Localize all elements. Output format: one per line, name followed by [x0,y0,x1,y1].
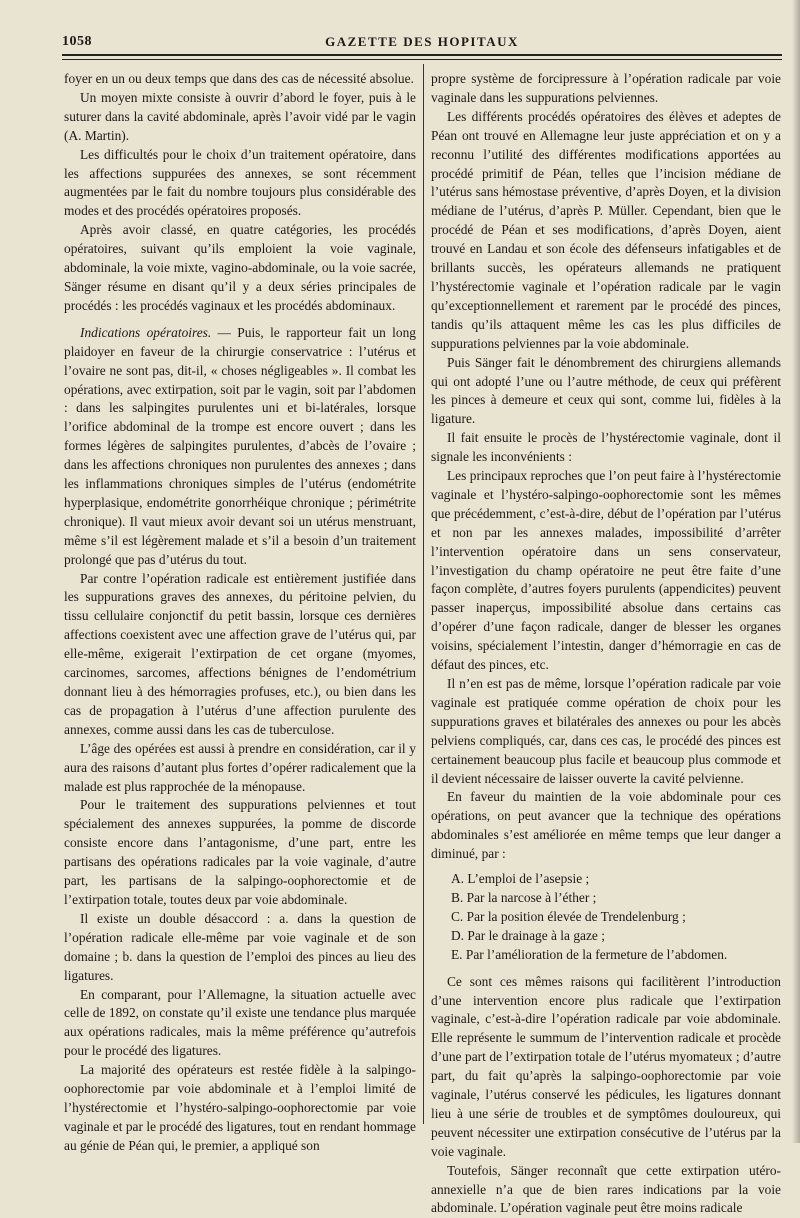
section-paragraph [64,324,416,570]
paragraph: Les difficultés pour le choix d’un traitement opératoire, dans les affections suppurées des annexes, se sont récemment augmentées par le fait du nombre toujours plus considérable des modes et des procédés opératoires proposés. [64,146,416,219]
list-item: A. L’emploi de l’asepsie ; [451,871,590,887]
paragraph: Puis Sänger fait le dénombrement des chirurgiens allemands qui ont adopté l’une ou l’autre méthode, de ceux qui préfèrent les pinces à demeure et ceux qui sont, comme lui, fidèles à la ligature. [431,354,781,427]
paragraph: propre système de forcipressure à l’opération radicale par voie vaginale dans les suppurations pelviennes. [431,71,781,105]
list-item: E. Par l’amélioration de la fermeture de l’abdomen. [451,946,728,962]
journal-title: GAZETTE DES HOPITAUX [325,34,519,49]
paragraph: Les différents procédés opératoires des élèves et adeptes de Péan ont trouvé en Allemagne leur juste appréciation et on y a reconnu l’utilité des différentes modifications apportées au procédé primitif de Péan, telles que l’incision médiane de l’utérus sans hémostase préventive, d’après Doyen, et la division médiane de l’utérus, d’après P. Müller. Cependant, bien que le procédé de Péan et ses modifications, d’après Doyen, aient trouvé en Landau et son école des défenseurs infatigables et de brillants succès, les opérateurs allemands ne pratiquent l’hystérectomie vaginale et l’opération radicale par le vagin qu’exceptionnellement et rarement par le procédé des pinces, tandis qu’ils attaquent même les cas les plus difficiles de suppurations pelviennes par la voie abdominale. [431,108,781,351]
page-edge-shadow [792,0,800,1143]
paragraph: L’âge des opérées est aussi à prendre en considération, car il y aura des raisons d’autant plus fortes d’opérer radicalement que la malade est plus rapprochée de la ménopause. [64,740,416,794]
right-column [431,70,781,1218]
page-number: 1058 [62,34,92,49]
paragraph: La majorité des opérateurs est restée fidèle à la salpingo-oophorectomie par voie abdominale et à l’emploi limité de l’hystérectomie et l’hystéro-salpingo-oophorectomie par voie vaginale et par le procédé des ligatures, tout en rendant hommage au génie de Péan qui, le premier, a appliqué son [64,1062,416,1153]
section-heading: Indications opératoires. [80,324,212,340]
page-header [62,28,782,54]
paragraph: foyer en un ou deux temps que dans des cas de nécessité absolue. [64,71,414,86]
list-item: B. Par la narcose à l’éther ; [451,889,597,905]
header-rule [62,54,782,56]
enumerated-list [431,870,781,965]
paragraph: En comparant, pour l’Allemagne, la situation actuelle avec celle de 1892, on constate qu’il existe une tendance plus marquée aux opérations radicales, mais la même préférence qu’autrefois pour le procédé des ligatures. [64,986,416,1059]
paragraph: En faveur du maintien de la voie abdominale pour ces opérations, on peut avancer que la technique des opérations abdominales s’est améliorée en même temps que leur danger a diminué, par : [431,789,781,862]
header-rule-thin [62,59,782,60]
paragraph: Toutefois, Sänger reconnaît que cette extirpation utéro-annexielle n’a que de bien rares indications par la voie abdominale. L’opération vaginale peut être moins radicale [431,1162,781,1216]
paragraph: Les principaux reproches que l’on peut faire à l’hystérectomie vaginale et l’hystéro-salpingo-oophorectomie sont les mêmes que précédemment, c’est-à-dire, début de l’opération par l’utérus et non par les annexes malades, impossibilité d’arrêter l’intervention opératoire dans un sens conservateur, l’investigation du champ opératoire ne peut être faite d’une façon complète, d’autres foyers purulents (appendicites) peuvent passer inaperçus, impossibilité absolue dans certains cas d’opérer d’une façon radicale, danger de blesser les organes voisins, spécialement l’intestin, danger d’hémorragie en cas de défaut des pinces, etc. [431,468,781,673]
paragraph: Un moyen mixte consiste à ouvrir d’abord le foyer, puis à le suturer dans la cavité abdominale, après l’avoir vidé par le vagin (A. Martin). [64,89,416,143]
list-item: C. Par la position élevée de Trendelenburg ; [451,908,686,924]
paragraph: Après avoir classé, en quatre catégories, les procédés opératoires, suivant qu’ils emploient la voie vaginale, abdominale, la voie mixte, vagino-abdominale, ou la voie sacrée, Sänger résume en disant qu’il y a deux séries principales de procédés : les procédés vaginaux et les procédés abdominaux. [64,222,416,313]
paragraph: Il existe un double désaccord : a. dans la question de l’opération radicale elle-même par voie vaginale et de son domaine ; b. dans la question de l’emploi des pinces au lieu des ligatures. [64,910,416,983]
left-column [64,70,416,1156]
paragraph: Pour le traitement des suppurations pelviennes et tout spécialement des annexes suppurées, la pomme de discorde consiste encore dans l’antagonisme, d’une part, entre les partisans des opérations radicales par la voie vaginale, d’autre part, les partisans de la salpingo-oophorectomie et de l’extirpation totale, toutes deux par voie abdominale. [64,797,416,907]
paragraph: Il n’en est pas de même, lorsque l’opération radicale par voie vaginale est pratiquée comme opération de choix pour les suppurations graves et bilatérales des annexes ou pour les abcès pelviens compliqués, car, dans ces cas, le procédé des pinces est certainement beaucoup plus facile et beaucoup plus commode et il devient nécessaire de laisser ouverte la cavité pelvienne. [431,676,781,786]
column-divider [423,64,424,1124]
paragraph: Ce sont ces mêmes raisons qui facilitèrent l’introduction d’une intervention encore plus radicale que l’extirpation vaginale, c’est-à-dire l’opération radicale par voie abdominale. Elle représente le summum de l’intervention radicale et procède d’une part de l’extirpation totale de l’utérus myomateux ; d’autre part, du fait qu’après la salpingo-oophorectomie par voie vaginale, l’utérus conservé les pédicules, les ligatures donnant lieu à une série de troubles et de symptômes douloureux, qui peuvent nécessiter une extirpation consécutive de l’utérus par la voie vaginale. [431,973,781,1159]
list-item: D. Par le drainage à la gaze ; [451,927,605,943]
section-text: — Puis, le rapporteur fait un long plaidoyer en faveur de la chirurgie conservatrice : l’utérus et l’ovaire ne sont pas, dit-il, « choses négligeables ». Il combat les opérations, avec extirpation, soit par le vagin, soit par l’abdomen : dans les salpingites purulentes uni et bi-latérales, lorsque l’orifice abdominal de la trompe est encore ouvert ; dans les formes légères de salpingites purulentes, d’abcès de l’ovaire ; dans les affections chroniques non purulentes des annexes ; dans les inflammations chroniques simples de l’utérus (endométrite hyperplasique, endométrite gonorrhéique chronique ; périmétrite chronique). Il vaut mieux avoir devant soi un utérus menstruant, même s’il est légèrement malade et s’il a besoin d’un traitement prolongé que pas d’utérus du tout. [64,324,416,567]
paragraph: Il fait ensuite le procès de l’hystérectomie vaginale, dont il signale les inconvénients : [431,430,781,465]
paragraph: Par contre l’opération radicale est entièrement justifiée dans les suppurations graves des annexes, du péritoine pelvien, du tissu cellulaire conjonctif du petit bassin, lorsque ces dernières affections coexistent avec une affection grave de l’utérus qui, par elle-même, exigerait l’extirpation de cet organe (myomes, carcinomes, sarcomes, affections bénignes de l’endométrium donnant lieu à des hémorragies profuses, etc.), ou bien dans les cas de propagation à l’utérus d’une affection purulente des annexes, comme aussi dans les cas de tuberculose. [64,570,416,737]
